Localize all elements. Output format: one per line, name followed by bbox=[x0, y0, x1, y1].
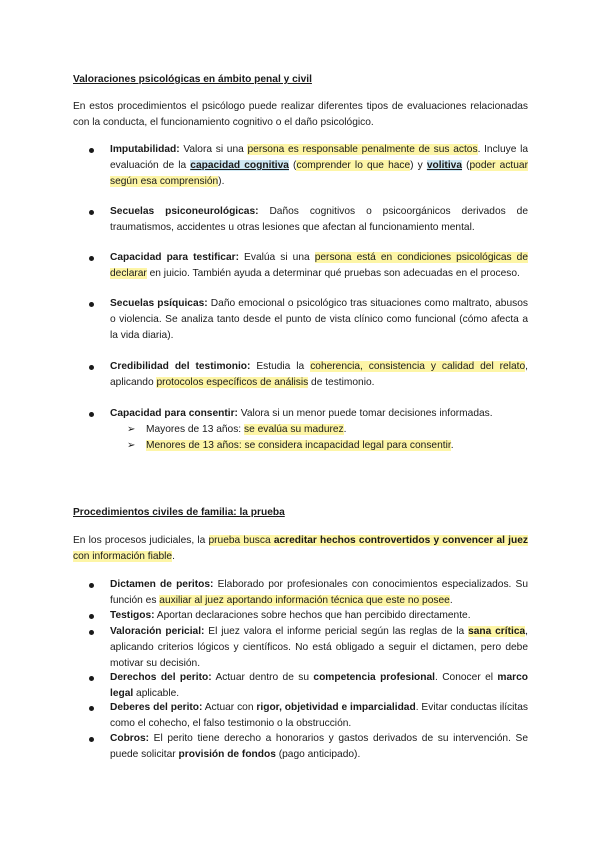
bullet-term: Deberes del perito: bbox=[110, 702, 203, 713]
bullet-term: Capacidad para testificar: bbox=[110, 252, 239, 263]
highlight: se evalúa su madurez bbox=[243, 424, 344, 435]
intro-paragraph: En estos procedimientos el psicólogo puede realizar diferentes tipos de evaluaciones relacionadas con la conducta, el funcionamiento cognitivo o el daño psicológico. bbox=[73, 101, 528, 128]
bullet-dot bbox=[89, 583, 94, 588]
bullet-deberes-perito bbox=[110, 700, 528, 732]
sub-bullet-mayores bbox=[127, 422, 347, 438]
bullet-secuelas-psiquicas bbox=[110, 296, 528, 344]
text: Aportan declaraciones sobre hechos que han percibido directamente. bbox=[154, 610, 471, 621]
text: . Evitar conductas ilícitas como el cohecho, el falso testimonio o la obstrucción. bbox=[110, 702, 529, 729]
text: El juez valora el informe pericial según las reglas de la bbox=[204, 626, 469, 637]
arrow-bullet-icon: ➢ bbox=[127, 440, 136, 451]
highlight: coherencia, consistencia y calidad del relato bbox=[310, 361, 526, 372]
intro-paragraph-prueba bbox=[73, 533, 528, 565]
bullet-capacidad-testificar bbox=[110, 250, 528, 282]
bullet-term: Derechos del perito: bbox=[110, 672, 212, 683]
text: Elaborado por profesionales con conocimientos especializados. Su función es bbox=[110, 579, 528, 606]
highlight: comprender lo que hace bbox=[296, 160, 411, 171]
bullet-term: Secuelas psíquicas: bbox=[110, 298, 208, 309]
bullet-term: Credibilidad del testimonio: bbox=[110, 361, 251, 372]
bullet-dot bbox=[89, 676, 94, 681]
bullet-dictamen-peritos bbox=[110, 577, 528, 609]
highlight: protocolos específicos de análisis bbox=[156, 377, 309, 388]
bullet-dot bbox=[89, 256, 94, 261]
highlight-bold: acreditar hechos controvertidos y convencer al juez bbox=[273, 535, 528, 546]
text: de testimonio. bbox=[308, 377, 375, 388]
highlight-underlined: capacidad cognitiva bbox=[190, 160, 289, 171]
bullet-capacidad-consentir bbox=[110, 406, 528, 422]
bold-text: competencia profesional bbox=[313, 672, 435, 683]
sub-bullet-menores bbox=[127, 438, 454, 454]
highlight: Menores de 13 años: se considera incapacidad legal para consentir bbox=[146, 440, 451, 451]
highlight: con información fiable bbox=[73, 551, 173, 562]
bullet-term: Valoración pericial: bbox=[110, 626, 205, 637]
highlight-bold: sana crítica bbox=[468, 626, 526, 637]
bullet-term: Capacidad para consentir: bbox=[110, 408, 238, 419]
bold-text: provisión de fondos bbox=[178, 749, 276, 760]
bullet-dot bbox=[89, 706, 94, 711]
bullet-dot bbox=[89, 737, 94, 742]
bullet-credibilidad-testimonio bbox=[110, 359, 528, 391]
text: Evalúa si una bbox=[239, 252, 315, 263]
text: . bbox=[343, 424, 347, 435]
bullet-derechos-perito bbox=[110, 670, 528, 702]
bullet-term: Cobros: bbox=[110, 733, 150, 744]
section-heading-valoraciones: Valoraciones psicológicas en ámbito penal y civil bbox=[73, 74, 312, 85]
highlight-underlined: volitiva bbox=[426, 160, 462, 171]
bullet-cobros bbox=[110, 731, 528, 763]
text: Valora si un menor puede tomar decisiones informadas. bbox=[237, 408, 493, 419]
text: . bbox=[449, 595, 453, 606]
highlight: auxiliar al juez aportando información técnica que este no posee bbox=[159, 595, 450, 606]
bold-text: marco legal bbox=[110, 672, 528, 699]
bullet-dot bbox=[89, 412, 94, 417]
text: , aplicando criterios lógicos y científicos. No está obligado a seguir el dictamen, pero debe motivar su decisión. bbox=[110, 626, 528, 669]
text: Estudia la bbox=[250, 361, 311, 372]
bullet-term: Dictamen de peritos: bbox=[110, 579, 214, 590]
text: . Conocer el bbox=[434, 672, 498, 683]
arrow-bullet-icon: ➢ bbox=[127, 424, 136, 435]
text: aplicable. bbox=[133, 688, 180, 699]
text: (pago anticipado). bbox=[275, 749, 361, 760]
text: ). bbox=[218, 176, 225, 187]
text: . bbox=[450, 440, 454, 451]
section-heading-procedimientos: Procedimientos civiles de familia: la prueba bbox=[73, 507, 285, 518]
bullet-dot bbox=[89, 302, 94, 307]
text: , aplicando bbox=[110, 361, 528, 388]
bullet-valoracion-pericial bbox=[110, 624, 528, 672]
bullet-secuelas-psiconeurologicas bbox=[110, 204, 528, 236]
highlight: prueba busca bbox=[208, 535, 274, 546]
bullet-dot bbox=[89, 365, 94, 370]
text: . bbox=[172, 551, 175, 562]
bullet-testigos bbox=[110, 608, 528, 624]
bold-text: rigor, objetividad e imparcialidad bbox=[256, 702, 416, 713]
text: . Incluye la evaluación de la bbox=[110, 144, 529, 171]
text: Valora si una bbox=[179, 144, 248, 155]
text: ( bbox=[288, 160, 297, 171]
text: El perito tiene derecho a honorarios y gastos derivados de su intervención. Se puede solicitar bbox=[110, 733, 528, 760]
highlight: poder actuar según esa comprensión bbox=[110, 160, 528, 187]
highlight: persona es responsable penalmente de sus actos bbox=[247, 144, 478, 155]
bullet-dot bbox=[89, 614, 94, 619]
text: ( bbox=[461, 160, 470, 171]
text: Daño emocional o psicológico tras situaciones como maltrato, abusos o violencia. Se analiza tanto desde el punto de vista clínico como funcional (cómo afecta a la vida diaria). bbox=[110, 298, 528, 341]
bullet-term: Imputabilidad: bbox=[110, 144, 180, 155]
bullet-dot bbox=[89, 148, 94, 153]
bullet-imputabilidad bbox=[110, 142, 528, 190]
bullet-term: Secuelas psiconeurológicas: bbox=[110, 206, 259, 217]
highlight: persona está en condiciones psicológicas de declarar bbox=[110, 252, 529, 279]
bullet-dot bbox=[89, 210, 94, 215]
bullet-term: Testigos: bbox=[110, 610, 155, 621]
text: Actuar dentro de su bbox=[211, 672, 314, 683]
text: en juicio. También ayuda a determinar qué pruebas son adecuadas en el proceso. bbox=[146, 268, 520, 279]
text: En los procesos judiciales, la bbox=[73, 535, 209, 546]
text: Mayores de 13 años: bbox=[146, 424, 244, 435]
text: Daños cognitivos o psicoorgánicos derivados de traumatismos, accidentes u otras lesiones que afectan al funcionamiento mental. bbox=[110, 206, 528, 233]
text: Actuar con bbox=[202, 702, 257, 713]
text: ) y bbox=[410, 160, 427, 171]
bullet-dot bbox=[89, 630, 94, 635]
